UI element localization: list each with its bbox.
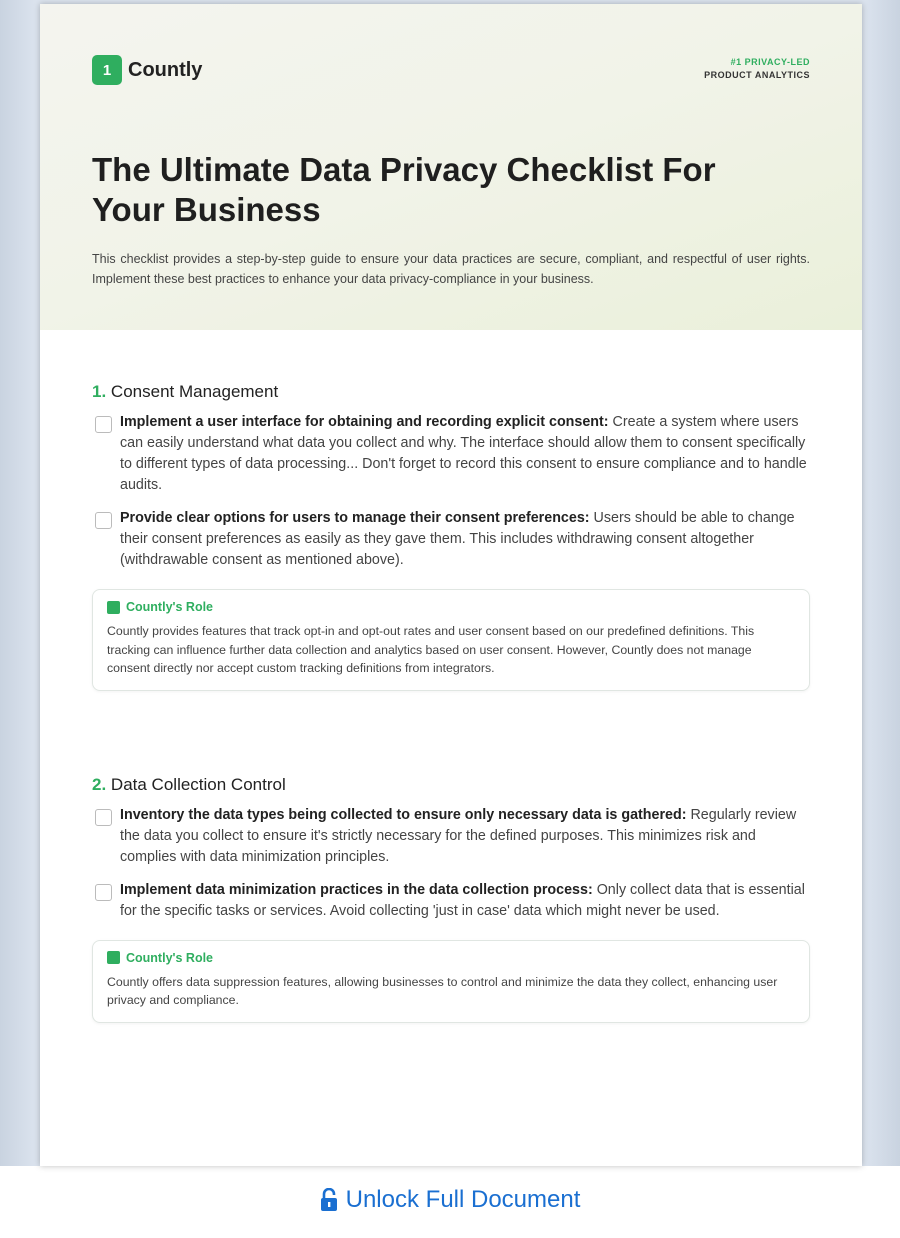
section-title: Consent Management: [110, 382, 279, 401]
unlock-label: Unlock Full Document: [345, 1186, 581, 1213]
role-text: Countly provides features that track opt-in and opt-out rates and user consent based on our predefined definitions. This tracking can influence further data collection and analytics based on user consent. However, Countly does not manage consent directly nor accept custom tracking definitions from integrators.: [107, 624, 755, 675]
checkbox[interactable]: [95, 884, 112, 901]
countly-icon: [107, 601, 120, 614]
section-heading: [92, 775, 810, 795]
item-bold: Provide clear options for users to manage their consent preferences:: [120, 510, 590, 526]
item-text: [120, 880, 810, 922]
page-title: The Ultimate Data Privacy Checklist For Your Business: [92, 151, 716, 228]
role-title: Countly's Role: [126, 600, 214, 614]
countly-role-box: [92, 940, 810, 1023]
checkbox[interactable]: [95, 416, 112, 433]
checklist-item: [92, 805, 810, 868]
role-heading: [107, 600, 795, 614]
checkbox[interactable]: [95, 512, 112, 529]
section-heading: [92, 382, 810, 402]
item-bold: Implement a user interface for obtaining and recording explicit consent:: [120, 414, 609, 430]
role-heading: [107, 951, 795, 965]
tagline: [704, 56, 810, 82]
section-number: 2.: [92, 774, 107, 794]
checklist-item: [92, 508, 810, 571]
section-consent-management: [92, 382, 810, 691]
tagline-line-2: PRODUCT ANALYTICS: [704, 70, 810, 80]
unlock-full-document-link[interactable]: [0, 1186, 900, 1214]
countly-logo-icon: 1: [92, 55, 122, 85]
role-title: Countly's Role: [126, 950, 214, 965]
checkbox[interactable]: [95, 809, 112, 826]
unlock-icon: [320, 1188, 338, 1212]
tagline-line-1: #1 PRIVACY-LED: [730, 57, 810, 67]
countly-logo: [92, 55, 202, 85]
document-page: [40, 4, 862, 1166]
item-body: Users should be able to change their consent preferences as easily as they gave them. This includes withdrawing consent altogether (withdrawable consent as mentioned above).: [120, 510, 795, 568]
item-body: Regularly review the data you collect to ensure it's strictly necessary for the defined purposes. This minimizes risk and complies with data minimization principles.: [120, 806, 797, 865]
item-bold: Implement data minimization practices in the data collection process:: [120, 881, 593, 898]
section-title: Data Collection Control: [110, 774, 286, 794]
item-text: [120, 805, 810, 868]
item-bold: Inventory the data types being collected to ensure only necessary data is gathered:: [120, 806, 687, 823]
section-number: 1.: [92, 382, 107, 401]
countly-role-box: [92, 589, 810, 691]
section-data-collection-control: [92, 775, 810, 1023]
checklist-item: [92, 880, 810, 922]
logo-text: Countly: [128, 58, 203, 81]
item-body: Create a system where users can easily understand what data you collect and why. The interface should allow them to consent specifically to different types of data processing... Don't forget to record this consent to ensure compliance and to handle audits.: [120, 414, 807, 493]
item-body: Only collect data that is essential for the specific tasks or services. Avoid collecting 'just in case' data which might never be used.: [120, 881, 805, 919]
checklist-item: [92, 412, 810, 496]
item-text: [120, 508, 810, 571]
description: This checklist provides a step-by-step guide to ensure your data practices are secure, compliant, and respectful of user rights. Implement these best practices to enhance your data privacy-compliance in your business.: [92, 252, 810, 286]
item-text: [120, 412, 810, 496]
checklist-content: [92, 382, 810, 1023]
countly-icon: [107, 951, 120, 964]
role-text: Countly offers data suppression features, allowing businesses to control and minimize the data they collect, enhancing user privacy and compliance.: [107, 974, 778, 1007]
